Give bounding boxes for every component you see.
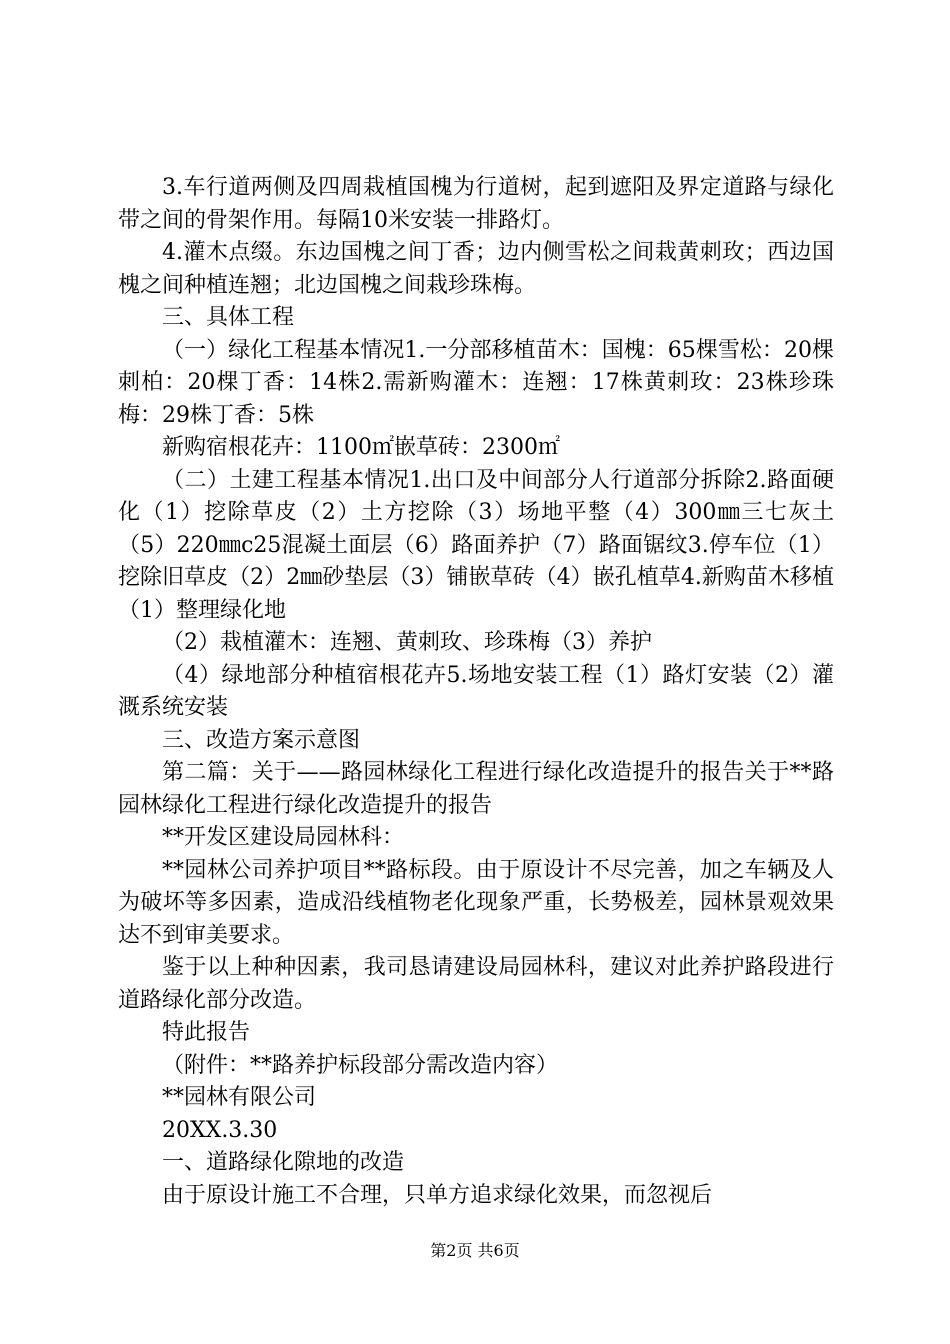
paragraph: 鉴于以上种种因素，我司恳请建设局园林科，建议对此养护路段进行道路绿化部分改造。 <box>118 955 834 1013</box>
letter-addressee: **开发区建设局园林科： <box>162 825 405 850</box>
section-heading: 三、改造方案示意图 <box>162 727 361 753</box>
paragraph: **园林公司养护项目**路标段。由于原设计不尽完善，加之车辆及人为破坏等多因素，造成沿线植物老化现象严重，长势极差，园林景观效果达不到审美要求。 <box>118 857 834 948</box>
paragraph: 特此报告 <box>162 1020 251 1045</box>
paragraph: 3.车行道两侧及四周栽植国槐为行道树，起到遮阳及界定道路与绿化带之间的骨架作用。每隔10米安装一排路灯。 <box>118 175 834 233</box>
paragraph: 第二篇：关于——路园林绿化工程进行绿化改造提升的报告关于**路园林绿化工程进行绿化改造提升的报告 <box>118 760 834 818</box>
paragraph: 由于原设计施工不合理，只单方追求绿化效果，而忽视后 <box>162 1182 713 1208</box>
page-footer: 第2页 共6页 <box>430 1241 520 1260</box>
document-body <box>118 172 834 1212</box>
letter-signature: **园林有限公司 <box>162 1085 317 1110</box>
paragraph: （二）土建工程基本情况1.出口及中间部分人行道部分拆除2.路面硬化（1）挖除草皮（2）土方挖除（3）场地平整（4）300㎜三七灰土（5）220㎜c25混凝土面层（6）路面养护（7）路面锯纹3.停车位（1）挖除旧草皮（2）2㎜砂垫层（3）铺嵌草砖（4）嵌孔植草4.新购苗木移植（1）整理绿化地 <box>118 467 834 623</box>
paragraph: （4）绿地部分种植宿根花卉5.场地安装工程（1）路灯安装（2）灌溉系统安装 <box>118 662 834 720</box>
letter-date: 20XX.3.30 <box>162 1117 278 1143</box>
paragraph: （一）绿化工程基本情况1.一分部移植苗木：国槐：65棵雪松：20棵刺柏：20棵丁香：14株2.需新购灌木：连翘：17株黄刺玫：23株珍珠梅：29株丁香：5株 <box>118 337 834 428</box>
paragraph: 4.灌木点缀。东边国槐之间丁香；边内侧雪松之间栽黄刺玫；西边国槐之间种植连翘；北边国槐之间栽珍珠梅。 <box>118 240 834 298</box>
paragraph: （附件：**路养护标段部分需改造内容） <box>162 1052 559 1078</box>
paragraph: （2）栽植灌木：连翘、黄刺玫、珍珠梅（3）养护 <box>162 630 652 655</box>
section-heading: 三、具体工程 <box>162 305 295 330</box>
paragraph: 新购宿根花卉：1100㎡嵌草砖：2300㎡ <box>162 435 560 460</box>
section-heading: 一、道路绿化隙地的改造 <box>162 1150 405 1175</box>
